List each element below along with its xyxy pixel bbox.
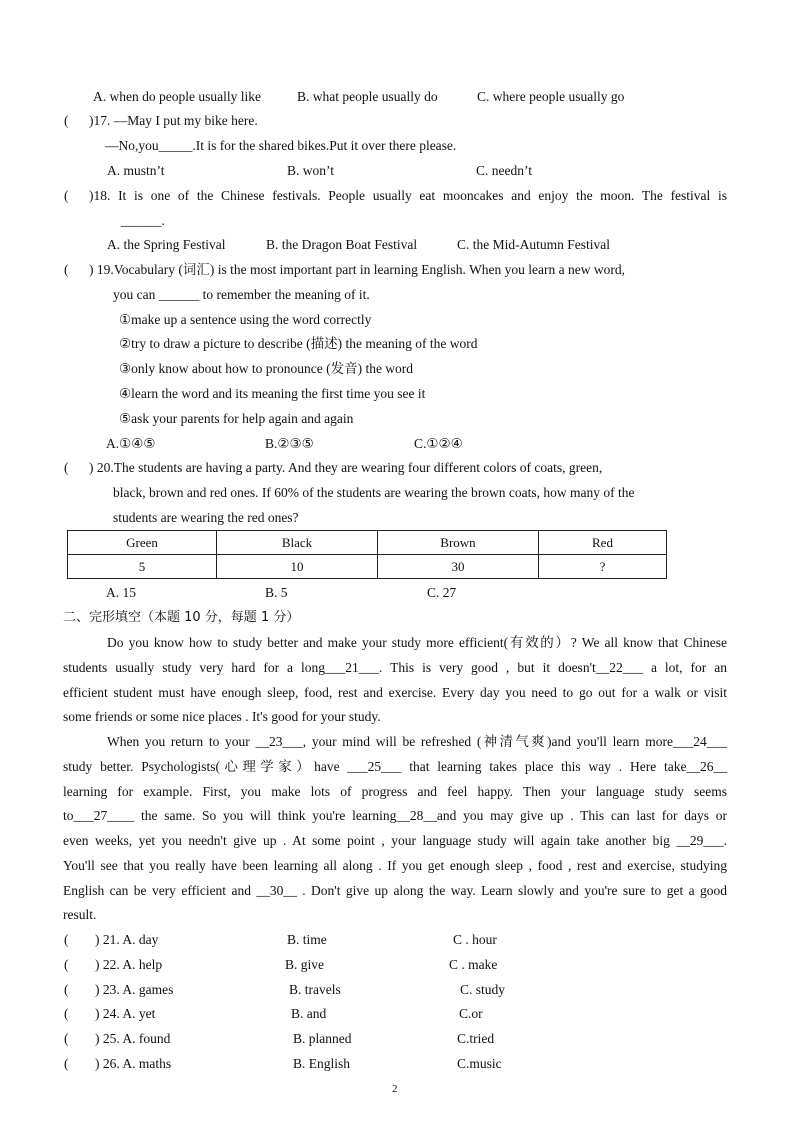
passage-line: learning for example. First, you make lots of progress and feel happy. Then your language study seems xyxy=(63,784,727,799)
question-num: ) 23. A. games xyxy=(95,982,174,997)
question-stem: )18. It is one of the Chinese festivals. People usually eat mooncakes and enjoy the moon. The festival is xyxy=(89,188,727,203)
question-line: students are wearing the red ones? xyxy=(113,510,299,525)
option-c: C. where people usually go xyxy=(477,89,625,104)
option-a: A. the Spring Festival xyxy=(107,237,226,252)
passage-line: English can be very efficient and __30__ . Don't give up along the way. Learn slowly and you're sure to get a good xyxy=(63,883,727,898)
answer-paren: ( xyxy=(64,1056,69,1071)
option-c: C.or xyxy=(459,1006,483,1021)
answer-blank: ______. xyxy=(121,213,165,228)
table-cell: 30 xyxy=(378,555,539,579)
question-num: ) 21. A. day xyxy=(95,932,159,947)
option-c: C . make xyxy=(449,957,498,972)
question-num: ) 22. A. help xyxy=(95,957,163,972)
section-title: 二、完形填空（本题 10 分，每题 1 分） xyxy=(63,610,300,625)
question-stem: ) 20.The students are having a party. And they are wearing four different colors of coats, green, xyxy=(89,460,603,475)
table-header: Green xyxy=(68,531,217,555)
option-c: C.tried xyxy=(457,1031,495,1046)
answer-paren: ( xyxy=(64,262,69,277)
passage-line: Do you know how to study better and make your study more efficient(有效的）? We all know that Chinese xyxy=(107,635,727,650)
question-stem: ) 19.Vocabulary (词汇) is the most important part in learning English. When you learn a new word, xyxy=(89,262,626,277)
passage-line: to___27____ the same. So you will think you're learning__28__and you may give up . This can last for days or xyxy=(63,808,727,823)
passage-line: You'll see that you really have been learning all along . If you get enough sleep , food , rest and exercise, studying xyxy=(63,858,727,873)
choice-item: ⑤ask your parents for help again and again xyxy=(119,411,354,426)
option-b: B. give xyxy=(285,957,324,972)
option-a: A. when do people usually like xyxy=(93,89,261,104)
option-c: C.①②④ xyxy=(414,436,463,451)
table-header-row xyxy=(68,531,667,555)
option-b: B. and xyxy=(291,1006,327,1021)
option-b: B. travels xyxy=(289,982,341,997)
choice-item: ①make up a sentence using the word correctly xyxy=(119,312,372,327)
option-b: B. the Dragon Boat Festival xyxy=(266,237,418,252)
passage-line: study better. Psychologists(心理学家）have ___25___ that learning takes place this way . Here take__26__ xyxy=(63,759,727,774)
option-c: C. the Mid-Autumn Festival xyxy=(457,237,610,252)
passage-line: efficient student must have enough sleep, food, rest and exercise. Every day you need to go out for a walk or visit xyxy=(63,685,727,700)
option-c: C. study xyxy=(460,982,506,997)
answer-paren: ( xyxy=(64,1006,69,1021)
passage-line: When you return to your __23___, your mind will be refreshed (神清气爽)and you'll learn more___24___ xyxy=(107,734,727,749)
question-stem: )17. —May I put my bike here. xyxy=(89,113,258,128)
choice-item: ②try to draw a picture to describe (描述) the meaning of the word xyxy=(119,336,478,351)
table-row xyxy=(68,555,667,579)
option-b: B. what people usually do xyxy=(297,89,438,104)
question-num: ) 24. A. yet xyxy=(95,1006,156,1021)
question-line: you can ______ to remember the meaning of it. xyxy=(113,287,370,302)
table-cell: 10 xyxy=(217,555,378,579)
table-cell: ? xyxy=(539,555,667,579)
answer-paren: ( xyxy=(64,982,69,997)
answer-paren: ( xyxy=(64,113,69,128)
answer-paren: ( xyxy=(64,957,69,972)
passage-line: some friends or some nice places . It's good for your study. xyxy=(63,709,381,724)
option-b: B.②③⑤ xyxy=(265,436,314,451)
coat-color-table xyxy=(67,530,667,579)
answer-paren: ( xyxy=(64,1031,69,1046)
answer-paren: ( xyxy=(64,188,69,203)
passage-line: students usually study very hard for a long___21___. This is very good , but it doesn't__22___ a lot, for an xyxy=(63,660,727,675)
option-b: B. English xyxy=(293,1056,351,1071)
option-c: C . hour xyxy=(453,932,497,947)
question-line: —No,you_____.It is for the shared bikes.Put it over there please. xyxy=(105,138,457,153)
option-b: B. 5 xyxy=(265,585,288,600)
table-header: Black xyxy=(217,531,378,555)
option-b: B. planned xyxy=(293,1031,352,1046)
option-a: A.①④⑤ xyxy=(106,436,156,451)
choice-item: ③only know about how to pronounce (发音) the word xyxy=(119,361,414,376)
question-num: ) 26. A. maths xyxy=(95,1056,172,1071)
choice-item: ④learn the word and its meaning the first time you see it xyxy=(119,386,426,401)
table-header: Brown xyxy=(378,531,539,555)
option-b: B. time xyxy=(287,932,327,947)
question-num: ) 25. A. found xyxy=(95,1031,171,1046)
answer-paren: ( xyxy=(64,460,69,475)
question-line: black, brown and red ones. If 60% of the students are wearing the brown coats, how many of the xyxy=(113,485,635,500)
passage-line: result. xyxy=(63,907,97,922)
option-c: C. needn’t xyxy=(476,163,532,178)
option-a: A. 15 xyxy=(106,585,136,600)
table-header: Red xyxy=(539,531,667,555)
option-a: A. mustn’t xyxy=(107,163,165,178)
option-c: C.music xyxy=(457,1056,502,1071)
option-c: C. 27 xyxy=(427,585,457,600)
table-cell: 5 xyxy=(68,555,217,579)
passage-line: even weeks, yet you needn't give up . At some point , your language study will again take another big __29___. xyxy=(63,833,727,848)
answer-paren: ( xyxy=(64,932,69,947)
option-b: B. won’t xyxy=(287,163,335,178)
page-number: 2 xyxy=(392,1083,398,1095)
